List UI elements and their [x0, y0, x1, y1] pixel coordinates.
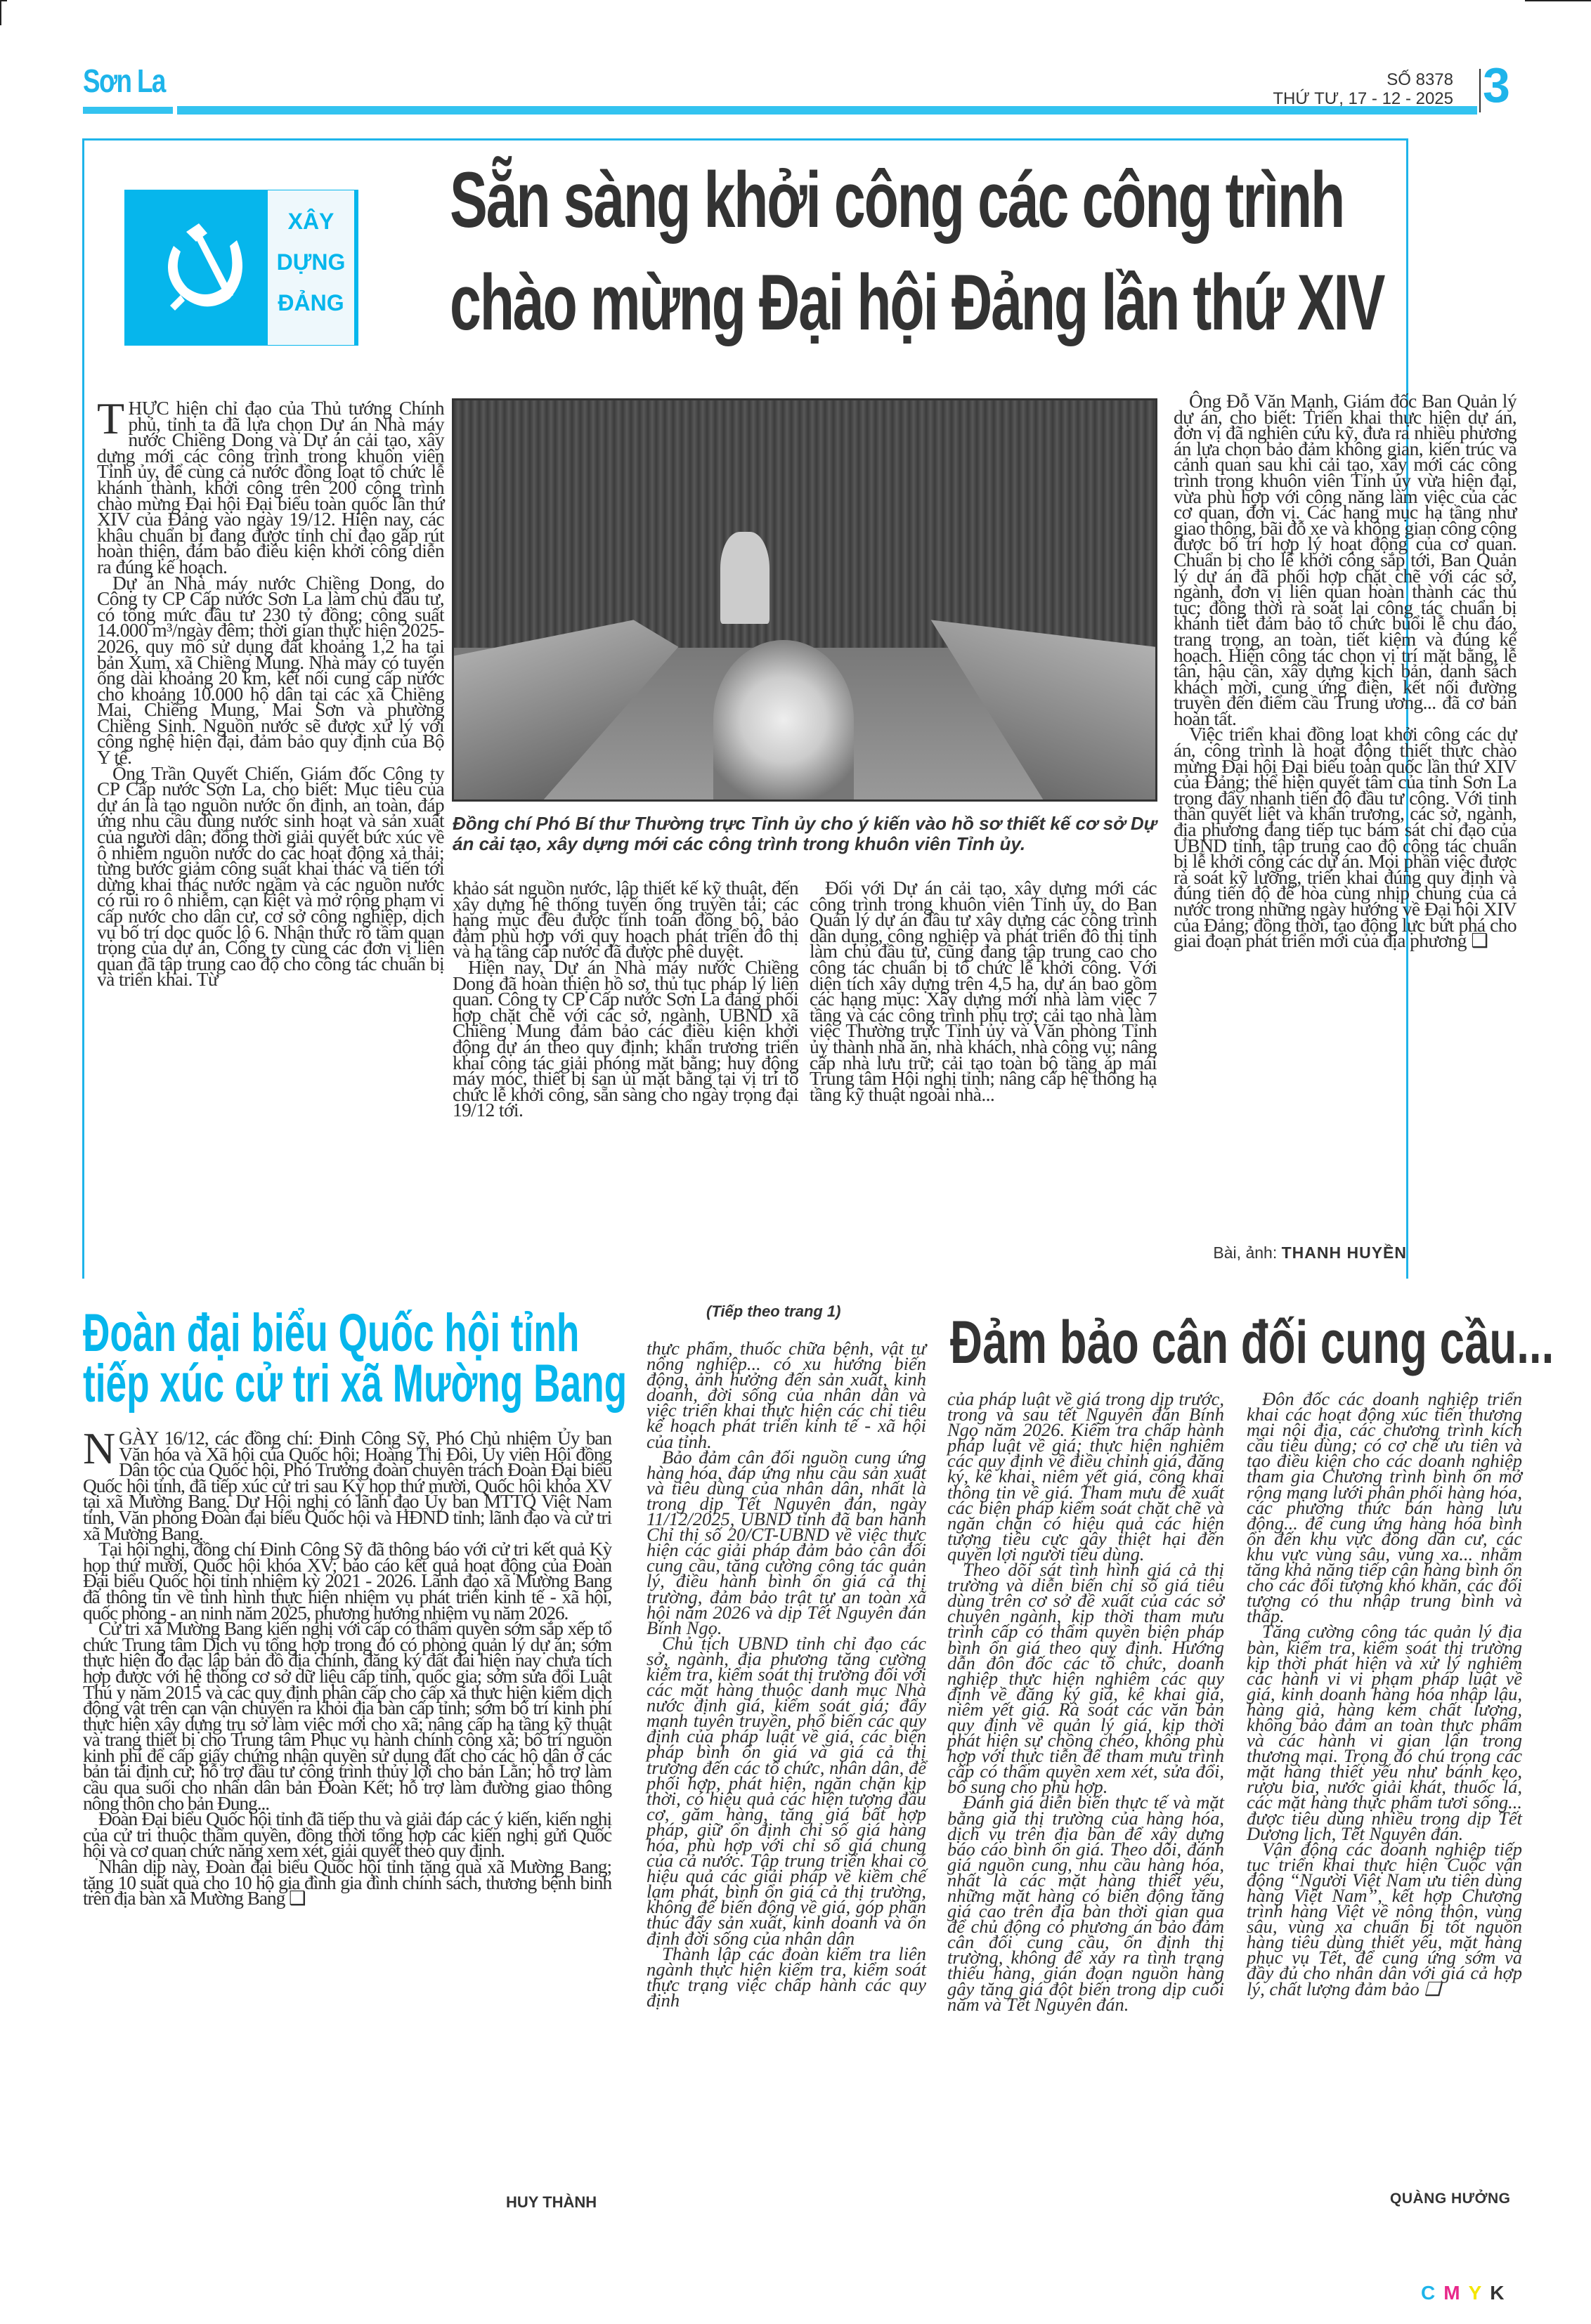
headline-line: Đoàn đại biểu Quốc hội tỉnh [83, 1303, 580, 1363]
paragraph-text: HỰC hiện chỉ đạo của Thủ tướng Chính phủ, tỉnh ta đã lựa chọn Dự án Nhà máy nước Chiềng Dong và Dự án cải tạo, xây dựng mới các công trình trong khuôn viên Tỉnh ủy, để cùng cả nước đồng loạt tổ chức lễ khánh thành, khởi công trên 200 công trình chào mừng Đại hội Đại biểu toàn quốc lần thứ XIV của Đảng vào ngày 19/12. Hiện nay, các khâu chuẩn bị đang được tỉnh chỉ đạo gấp rút hoàn thiện, đảm bảo điều kiện khởi công diễn ra đúng kế hoạch. [97, 397, 444, 577]
byline: HUY THÀNH [506, 2193, 597, 2211]
paragraph: Đôn đốc các doanh nghiệp triển khai các hoạt động xúc tiến thương mại nội địa, các chương trình kích cầu tiêu dùng; có cơ chế ưu tiên và tạo điều kiện cho các doanh nghiệp tham gia Chương trình bình ổn mở rộng mạng lưới phân phối hàng hóa, các phương thức bán hàng lưu động... để cung ứng hàng hóa bình ổn đến khu vực đông dân cư, các khu vực vùng sâu, vùng xa... nhằm tăng khả năng tiếp cận hàng bình ổn cho các đối tượng khó khăn, các đối tượng có thu nhập trung bình và thấp. [1247, 1388, 1522, 1627]
paragraph: Đối với Dự án cải tạo, xây dựng mới các công trình trong khuôn viên Tỉnh ủy, do Ban Quản lý dự án đầu tư xây dựng các công trình dân dụng, công nghiệp và phát triển đô thị tỉnh làm chủ đầu tư, cũng đang tập trung cao cho công tác chuẩn bị tổ chức lễ khởi công. Với diện tích xây dựng trên 4,5 ha, dự án bao gồm các hạng mục: Xây dựng mới nhà làm việc 7 tầng và các công trình phụ trợ; cải tạo nhà làm việc Thường trực Tỉnh ủy và Văn phòng Tỉnh ủy thành nhà ăn, nhà khách, nhà công vụ; nâng cấp nhà lưu trữ; cải tạo toàn bộ tầng áp mái Trung tâm Hội nghị tỉnh; nâng cấp hệ thống hạ tầng kỹ thuật ngoài nhà... [810, 877, 1157, 1105]
paragraph: Đánh giá diễn biến thực tế và mặt bằng giá thị trường của hàng hóa, dịch vụ trên địa bàn để xây dựng báo cáo bình ổn giá. Theo dõi, đánh giá nguồn cung, nhu cầu hàng hóa, nhất là các mặt hàng thiết yếu, những mặt hàng có biến động tăng giá cao trên địa bàn thời gian qua để chủ động có phương án bảo đảm cân đối cung cầu, ổn định thị trường, không để xảy ra tình trạng thiếu hàng, gián đoạn nguồn hàng gây tăng giá đột biến trong dịp cuối năm và Tết Nguyên đán. [947, 1791, 1224, 2015]
paragraph-text: GÀY 16/12, các đồng chí: Đinh Công Sỹ, Phó Chủ nhiệm Ủy ban Văn hóa và Xã hội của Quốc hội; Hoàng Thị Đôi, Ủy viên Hội đồng Dân tộc của Quốc hội, Phó Trưởng đoàn chuyên trách Đoàn Đại biểu Quốc hội tỉnh, đã tiếp xúc cử tri sau Kỳ họp thứ mười, Quốc hội khóa XV tại xã Mường Bang. Dự Hội nghị có lãnh đạo Ủy ban MTTQ Việt Nam tỉnh, Văn phòng Đoàn đại biểu Quốc hội và HĐND tỉnh; lãnh đạo và cử tri xã Mường Bang. [83, 1427, 611, 1544]
page-number: 3 [1483, 58, 1510, 112]
badge-word: ĐẢNG [278, 290, 344, 315]
article-column [1247, 1388, 1522, 1999]
crop-mark [0, 0, 7, 1]
photo-caption: Đồng chí Phó Bí thư Thường trực Tỉnh ủy cho ý kiến vào hồ sơ thiết kế cơ sở Dự án cải tạo, xây dựng mới các công trình trong khuôn viên Tỉnh ủy. [453, 813, 1157, 854]
headline-line: Đảm bảo cân đối cung cầu... [950, 1309, 1554, 1376]
paragraph: Việc triển khai đồng loạt khởi công các dự án, công trình là hoạt động thiết thực chào mừng Đại hội Đại biểu toàn quốc lần thứ XIV của Đảng; thể hiện quyết tâm của tỉnh Sơn La trong đẩy nhanh tiến độ đầu tư công. Với tinh thần quyết liệt và khẩn trương, các sở, ngành, địa phương đang tiếp tục bám sát chỉ đạo của UBND tỉnh, tập trung cao độ công tác chuẩn bị lễ khởi công các dự án. Mọi phần việc được rà soát kỹ lưỡng, triển khai đúng quy định và đúng tiến độ để hòa cùng nhịp chung của cả nước trong những ngày hướng về Đại hội XIV của Đảng; đồng thời, tạo động lực bứt phá cho giai đoạn phát triển mới của địa phương ❑ [1174, 723, 1517, 952]
paragraph: Đoàn Đại biểu Quốc hội tỉnh đã tiếp thu và giải đáp các ý kiến, kiến nghị của cử tri thuộc thẩm quyền, đồng thời tổng hợp các kiến nghị gửi Quốc hội và cơ quan chức năng xem xét, giải quyết theo quy định. [83, 1808, 611, 1862]
cmyk-letter: Y [1468, 2282, 1491, 2304]
paragraph [83, 1423, 611, 1544]
continued-label: (Tiếp theo trang 1) [706, 1303, 841, 1320]
paragraph: Dự án Nhà máy nước Chiềng Dong, do Công ty CP Cấp nước Sơn La làm chủ đầu tư, có tổng mức đầu tư 230 tỷ đồng; công suất 14.000 m³/ngày đêm; thời gian thực hiện 2025-2026, quy mô sử dụng đất khoảng 1,2 ha tại bản Xum, xã Chiềng Mung. Nhà máy có tuyến ống dài khoảng 20 km, kết nối cung cấp nước cho khoảng 10.000 hộ dân tại các xã Chiềng Mai, Chiềng Mung, Mai Sơn và phường Chiềng Sinh. Nguồn nước sẽ được xử lý với công nghệ hiện đại, đảm bảo quy định của Bộ Y tế. [97, 571, 444, 769]
article-column [947, 1388, 1224, 2015]
badge-word: DỰNG [276, 249, 346, 275]
badge-word: XÂY [287, 209, 335, 234]
dropcap: T [97, 393, 124, 443]
byline: QUÀNG HƯỞNG [1390, 2191, 1511, 2207]
paragraph: Ông Trần Quyết Chiến, Giám đốc Công ty CP Cấp nước Sơn La, cho biết: Mục tiêu của dự án là tạo nguồn nước ổn định, an toàn, đáp ứng nhu cầu dùng nước sinh hoạt và sản xuất của người dân; đồng thời giải quyết bức xúc về ô nhiễm nguồn nước do các hoạt động xả thải; từng bước giảm công suất khai thác và tiến tới dừng khai thác nước ngầm và các nguồn nước có rủi ro ô nhiễm, cạn kiệt và mở rộng phạm vi cấp nước cho dân cư, cơ sở công nghiệp, dịch vụ bố trí dọc quốc lộ 6. Nhận thức rõ tầm quan trọng của dự án, Công ty cùng các đơn vị liên quan đã tập trung cao độ cho công tác chuẩn bị và triển khai. Từ [97, 762, 444, 991]
photo-flowers [713, 640, 854, 799]
paragraph: Vận động các doanh nghiệp tiếp tục triển khai thực hiện Cuộc vận động “Người Việt Nam ưu tiên dùng hàng Việt Nam”, kết hợp Chương trình hàng Việt về nông thôn, vùng sâu, vùng xa chuẩn bị tốt nguồn hàng tiêu dùng thiết yếu, mặt hàng phục vụ Tết, để cung ứng sớm và đầy đủ cho nhân dân với giá cả hợp lý, chất lượng đảm bảo ❑ [1247, 1838, 1522, 1999]
headline [450, 149, 1405, 354]
paragraph: Chủ tịch UBND tỉnh chỉ đạo các sở, ngành, địa phương tăng cường kiểm tra, kiểm soát thị trường đối với các mặt hàng thuộc danh mục Nhà nước định giá, kiểm soát giá; đẩy mạnh tuyên truyền, phổ biến các quy định của pháp luật về giá, các biện pháp bình ổn giá và giá cả thị trường đến các tổ chức, nhân dân, để phối hợp, phát hiện, ngăn chặn kịp thời, có hiệu quả các hiện tượng đầu cơ, găm hàng, tăng giá bất hợp pháp, giữ ổn định chỉ số giá hàng hóa, phù hợp với chỉ số giá chung của cả nước. Tập trung triển khai có hiệu quả các giải pháp về kiềm chế lạm phát, bình ổn giá cả thị trường, không để biến động về giá, góp phần thúc đẩy sản xuất, kinh doanh và ổn định đời sống của nhân dân [647, 1632, 926, 1949]
article-column [83, 1423, 611, 1910]
dropcap: N [83, 1423, 115, 1473]
cmyk-letter: C [1421, 2282, 1444, 2304]
byline [1213, 1243, 1407, 1262]
cmyk-letter: K [1490, 2282, 1513, 2304]
photo-speaker [720, 532, 769, 624]
headline-line: Sẵn sàng khởi công các công trình [450, 156, 1344, 244]
paragraph: khảo sát nguồn nước, lập thiết kế kỹ thuật, đến xây dựng hệ thống tuyến ống truyền tải; các hạng mục đều được tính toán đồng bộ, bảo đảm phù hợp với quy hoạch phát triển đô thị và hạ tầng cấp nước đã được phê duyệt. [453, 877, 798, 962]
paragraph: của pháp luật về giá trong dịp trước, trong và sau tết Nguyên đán Bính Ngọ năm 2026. Kiểm tra chấp hành pháp luật về giá; thực hiện nghiêm các quy định về điều chỉnh giá, đăng ký, kê khai, niêm yết giá, công khai thông tin về giá. Tham mưu đề xuất các biện pháp kiểm soát chặt chẽ và ngăn chặn có hiệu quả các hiện tượng tiêu cực gây thiệt hại đến quyền lợi người tiêu dùng. [947, 1388, 1224, 1565]
headline [83, 1303, 631, 1414]
photo-curtain [454, 400, 1155, 648]
paragraph: Hiện nay, Dự án Nhà máy nước Chiềng Dong đã hoàn thiện hồ sơ, thủ tục pháp lý liên quan. Công ty CP Cấp nước Sơn La đang phối hợp chặt chẽ với các sở, ngành, UBND xã Chiềng Mung đảm bảo các điều kiện khởi động dự án theo quy định; khẩn trương triển khai công tác giải phóng mặt bằng; huy động máy móc, thiết bị san ủi mặt bằng tại vị trí tổ chức lễ khởi công, sẵn sàng cho ngày trọng đại 19/12 tới. [453, 955, 798, 1121]
paragraph: thực phẩm, thuốc chữa bệnh, vật tư nông nghiệp... có xu hướng biến động, ảnh hưởng đến sản xuất, kinh doanh, đời sống của nhân dân và việc triển khai thực hiện các chỉ tiêu kế hoạch phát triển kinh tế - xã hội của tỉnh. [647, 1338, 926, 1452]
paragraph: Nhân dịp này, Đoàn đại biểu Quốc hội tỉnh tặng quà xã Mường Bang; tặng 10 suất quà cho 10 hộ gia đình gia đình chính sách, thương bệnh binh trên địa bàn xã Mường Bang ❑ [83, 1855, 611, 1910]
headline-line: tiếp xúc cử tri xã Mường Bang [83, 1354, 628, 1414]
cmyk-registration [1421, 2282, 1512, 2304]
article-column [97, 393, 444, 991]
headline [950, 1309, 1554, 1376]
paragraph: Cử tri xã Mường Bang kiến nghị với cấp có thẩm quyền sớm sắp xếp tổ chức Trung tâm Dịch vụ tổng hợp trong đó có phòng quản lý dự án; sớm thực hiện đo đạc lập bản đồ địa chính, đăng ký đất đai hiện nay chưa tích hợp được với hệ thống cơ sở dữ liệu cấp tỉnh, quốc gia; sớm sửa đổi Luật Thú y năm 2015 và các quy định phân cấp cho cấp xã thực hiện kiểm dịch động vật trên cạn vận chuyển ra khỏi địa bàn cấp tỉnh; sớm bố trí kinh phí thực hiện xây dựng trụ sở làm việc mới cho xã; nâng cấp hạ tầng kỹ thuật và trang thiết bị cho Trung tâm Phục vụ hành chính công xã; bố trí nguồn kinh phí để cấp giấy chứng nhận quyền sử dụng đất cho các hộ dân ở các bản tái định cư; hỗ trợ đầu tư công trình thủy lợi cho bản Lằn; hỗ trợ làm cầu qua suối cho nhân dân bản Đoàn Kết; hỗ trợ làm đường giao thông nông thôn cho bản Đung... [83, 1617, 611, 1814]
issue-number: SỐ 8378 [1387, 70, 1453, 89]
hammer-sickle-icon [131, 190, 272, 346]
article-photo [452, 398, 1157, 802]
crop-mark [0, 0, 1, 25]
paragraph: Bảo đảm cân đối nguồn cung ứng hàng hóa, đáp ứng nhu cầu sản xuất và tiêu dùng của nhân dân, nhất là trong dịp Tết Nguyên đán, ngày 11/12/2025, UBND tỉnh đã ban hành Chỉ thị số 20/CT-UBND về việc thực hiện các giải pháp đảm bảo cân đối cung cầu, tăng cường công tác quản lý, điều hành bình ổn giá cả thị trường, đảm bảo trật tự an toàn xã hội năm 2026 và dịp Tết Nguyên đán Bính Ngọ. [647, 1446, 926, 1638]
issue-date: THỨ TƯ, 17 - 12 - 2025 [1273, 89, 1453, 108]
article-column [810, 877, 1157, 1105]
paragraph: Tại hội nghị, đồng chí Đinh Công Sỹ đã thông báo với cử tri kết quả Kỳ họp thứ mười, Quốc hội khóa XV; báo cáo kết quả hoạt động của Đoàn Đại biểu Quốc hội tỉnh nhiệm kỳ 2021 - 2026. Lãnh đạo xã Mường Bang đã thông tin về tình hình thực hiện nhiệm vụ phát triển kinh tế - xã hội, quốc phòng - an ninh năm 2025, phương hướng nhiệm vụ năm 2026. [83, 1538, 611, 1624]
byline-prefix: Bài, ảnh: [1213, 1243, 1282, 1262]
article-column [1174, 390, 1517, 952]
paragraph: Tăng cường công tác quản lý địa bàn, kiểm tra, kiểm soát thị trường kịp thời phát hiện và xử lý nghiêm các hành vi vi phạm pháp luật về giá, kinh doanh hàng hóa nhập lậu, hàng giả, hàng kém chất lượng, không bảo đảm an toàn thực phẩm và các hành vi gian lận trong thương mại. Trọng đó chú trọng các mặt hàng thiết yếu như bánh kẹo, rượu bia, nước giải khát, thuốc lá, các mặt hàng thực phẩm tươi sống... được tiêu dùng nhiều trong dịp Tết Dương lịch, Tết Nguyên đán. [1247, 1621, 1522, 1844]
byline-name: THANH HUYỀN [1281, 1243, 1407, 1262]
crop-mark [1525, 0, 1591, 1]
article-column [453, 877, 798, 1121]
paragraph: Theo dõi sát tình hình giá cả thị trường và diễn biến chỉ số giá tiêu dùng trên cơ sở đề xuất của các sở chuyên ngành, kịp thời tham mưu trình cấp có thẩm quyền biện pháp bình ổn giá theo quy định. Hướng dẫn đôn đốc các tổ chức, doanh nghiệp thực hiện nghiêm các quy định về đăng ký giá, kê khai giá, niêm yết giá. Rà soát các văn bản quy định về quản lý giá, kịp thời phát hiện sự chồng chéo, không phù hợp với thực tiễn để tham mưu trình cấp có thẩm quyền xem xét, sửa đổi, bổ sung cho phù hợp. [947, 1559, 1224, 1798]
headline-line: chào mừng Đại hội Đảng lần thứ XIV [450, 259, 1384, 346]
article-column [647, 1338, 926, 2011]
badge-label [268, 190, 354, 345]
paragraph: Ông Đỗ Văn Mạnh, Giám đốc Ban Quản lý dự án, cho biết: Triển khai thực hiện dự án, đơn vị đã nghiên cứu kỹ, đưa ra nhiều phương án lựa chọn bảo đảm không gian, kiến trúc và cảnh quan sau khi cải tạo, xây mới các công trình trong khuôn viên Tỉnh ủy vừa hiện đại, vừa phù hợp với công năng làm việc của các cơ quan, đơn vị. Các hạng mục hạ tầng như giao thông, bãi đỗ xe và không gian công cộng được bố trí hợp lý hoạt động của cơ quan. Chuẩn bị cho lễ khởi công sắp tới, Ban Quản lý dự án đã phối hợp chặt chẽ với các sở, ngành, đơn vị liên quan hoàn thành các thủ tục; đồng thời rà soát lại công tác chuẩn bị khánh tiết đảm bảo tổ chức buổi lễ chu đáo, trang trọng, an toàn, tiết kiệm và đúng kế hoạch. Hiện công tác chọn vị trí mặt bằng, lễ tân, hậu cần, xây dựng kịch bản, danh sách khách mời, cung ứng điện, kết nối đường truyền đến điểm cầu Trung ương... đã cơ bản hoàn tất. [1174, 390, 1517, 729]
header-rule [83, 107, 173, 114]
header-divider [1479, 69, 1481, 112]
paragraph: Thành lập các đoàn kiểm tra liên ngành thực hiện kiểm tra, kiểm soát thực trạng việc chấp hành các quy định [647, 1943, 926, 2011]
paragraph [97, 393, 444, 577]
section-name: Sơn La [83, 63, 165, 99]
cmyk-letter: M [1443, 2282, 1469, 2304]
